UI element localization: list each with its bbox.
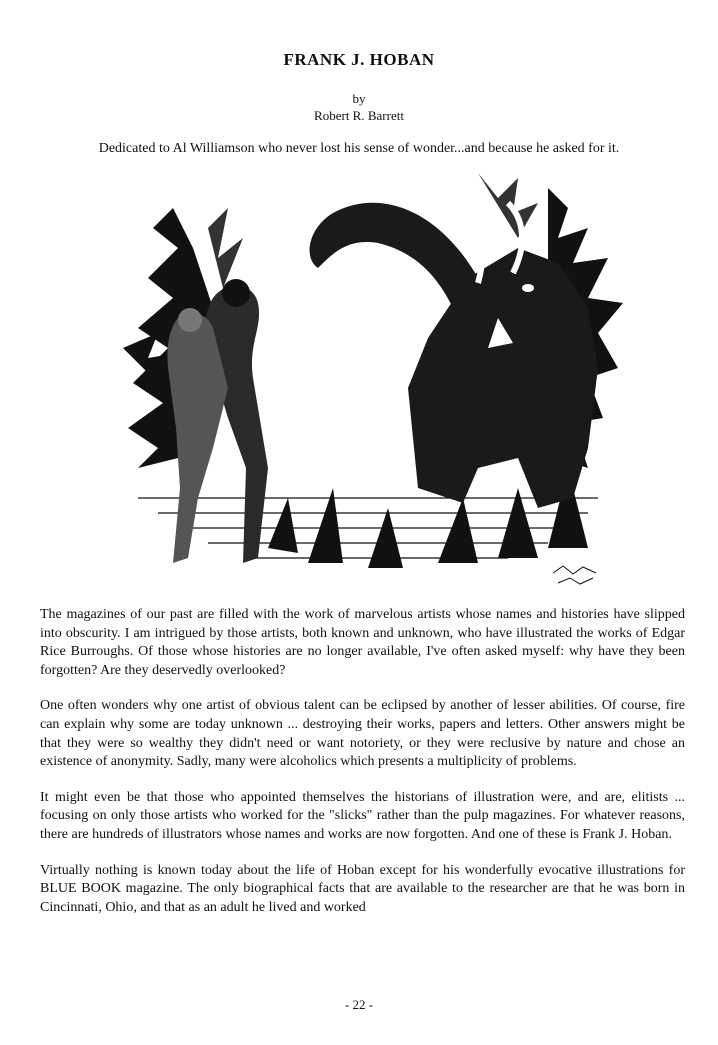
dedication-line: Dedicated to Al Williamson who never lost his sense of wonder...and because he asked for it. xyxy=(98,141,620,156)
page-number: - 22 - xyxy=(344,997,374,1012)
paragraph: The magazines of our past are filled with the work of marvelous artists whose names and histories have slipped into obscurity. I am intrigued by those artists, both known and unknown, who have illustrated the works of Edgar Rice Burroughs. Of those whose histories are no longer available, I've often asked myself: why have they been forgotten? Are they deservedly overlooked? xyxy=(40,607,685,678)
paragraph: One often wonders why one artist of obvious talent can be eclipsed by another of lesser abilities. Of course, fire can explain why some are today unknown ... destroying their works, papers and letters. Other answers might be that they were so wealthy they didn't need or want notoriety, or they were reclusive by nature and chose an existence of anonymity. Sadly, many were alcoholics which presents a multiplicity of problems. xyxy=(40,698,685,770)
article-body xyxy=(40,606,685,934)
figures xyxy=(167,279,268,563)
jungle-illustration xyxy=(118,168,628,593)
paragraph: Virtually nothing is known today about the life of Hoban except for his wonderfully evocative illustrations for BLUE BOOK magazine. The only biographical facts that are available to the researcher are that he was born in Cincinnati, Ohio, and that as an adult he lived and worked xyxy=(40,862,685,915)
article-title: FRANK J. HOBAN xyxy=(283,50,435,69)
paragraph: It might even be that those who appointed themselves the historians of illustration were, and are, elitists ... focusing on only those artists who worked for the "slicks" rather than the pulp magazines. For whatever reasons, there are hundreds of illustrators whose names and works are now forgotten. And one of these is Frank J. Hoban. xyxy=(40,789,685,842)
artist-signature xyxy=(553,566,596,584)
author-name: Robert R. Barrett xyxy=(314,108,404,123)
byline-by: by xyxy=(352,91,366,106)
